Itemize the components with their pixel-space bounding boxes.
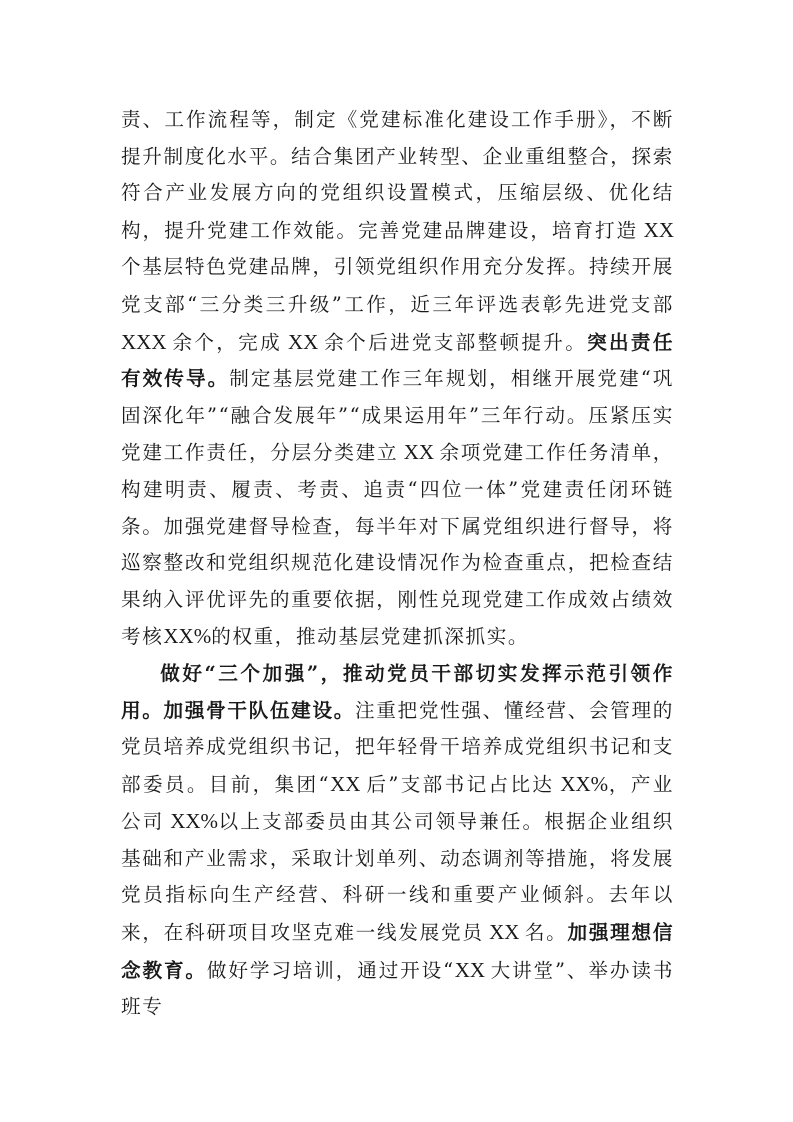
text-run-latin: XX% [554,771,609,796]
text-run: 的权重，推动基层党建抓深抓实。 [211,625,530,649]
paragraph-party-building-standardization [121,102,674,656]
text-run: 大讲堂”、举办读书班专 [121,958,675,1019]
text-run-latin: XX [638,217,674,242]
text-run: 余个，完成 [172,330,282,354]
text-run: 注重把党性强、懂经营、会管理的党员培养成党组织书记，把年轻骨干培养成党组织书记和支部委员。目前，集团“ [121,698,674,796]
text-run-latin: XX% [163,624,212,649]
text-run: 后”支部书记占比达 [366,772,555,796]
text-run-latin: XX [454,957,491,982]
text-run: 以上支部委员由其公司领导兼任。根据企业组织基础和产业需求，采取计划单列、动态调剂等措施，将发展党员指标向生产经营、科研一线和重要产业倾斜。去年以来，在科研项目攻坚克难一线发展党员 [121,810,674,945]
document-page [121,102,674,1026]
bold-section-heading: 做好“三个加强”，推动党员干部切实发挥示范引领作用。 [121,661,674,722]
text-run: 责、工作流程等，制定《党建标准化建设工作手册》，不断提升制度化水平。结合集团产业转型、企业重组整合，探索符合产业发展方向的党组织设置模式，压缩层级、优化结构，提升党建工作效能。完善党建品牌建设，培育打造 [121,108,674,242]
text-run: 个基层特色党建品牌，引领党组织作用充分发挥。持续开展党支部“三分类三升级”工作，近三年评选表彰先进党支部 [121,255,674,316]
text-run: 余个后进党支部整顿提升。 [324,330,588,354]
text-run: 余项党建工作任务清单，构建明责、履责、考责、追责“四位一体”党建责任闭环链条。加强党建督导检查，每半年对下属党组织进行督导，将巡察整改和党组织规范化建设情况作为检查重点，把检查结果纳入评优评先的重要依据，刚性兑现党建工作成效占绩效考核 [121,441,674,649]
text-run: ，产业公司 [121,772,674,834]
text-run: 名。 [524,921,568,945]
text-run-latin: XXX [121,329,173,354]
text-run-latin: XX% [164,809,219,834]
text-run-latin: XX [398,440,440,465]
text-run-latin: XX [483,920,525,945]
paragraph-three-strengthenings [121,656,674,1026]
bold-heading-responsibility: 突出责任有效传导。 [121,330,675,391]
text-run-latin: XX [282,329,325,354]
text-run: 制定基层党建工作三年规划，相继开展党建“巩固深化年”“融合发展年”“成果运用年”三年行动。压紧压实党建工作责任，分层分类建立 [121,367,674,465]
text-run: 做好学习培训，通过开设“ [206,958,455,982]
bold-heading-backbone-team: 加强骨干队伍建设。 [163,698,355,722]
bold-heading-ideals-education: 加强理想信念教育。 [121,921,675,982]
text-run-latin: XX [330,771,367,796]
